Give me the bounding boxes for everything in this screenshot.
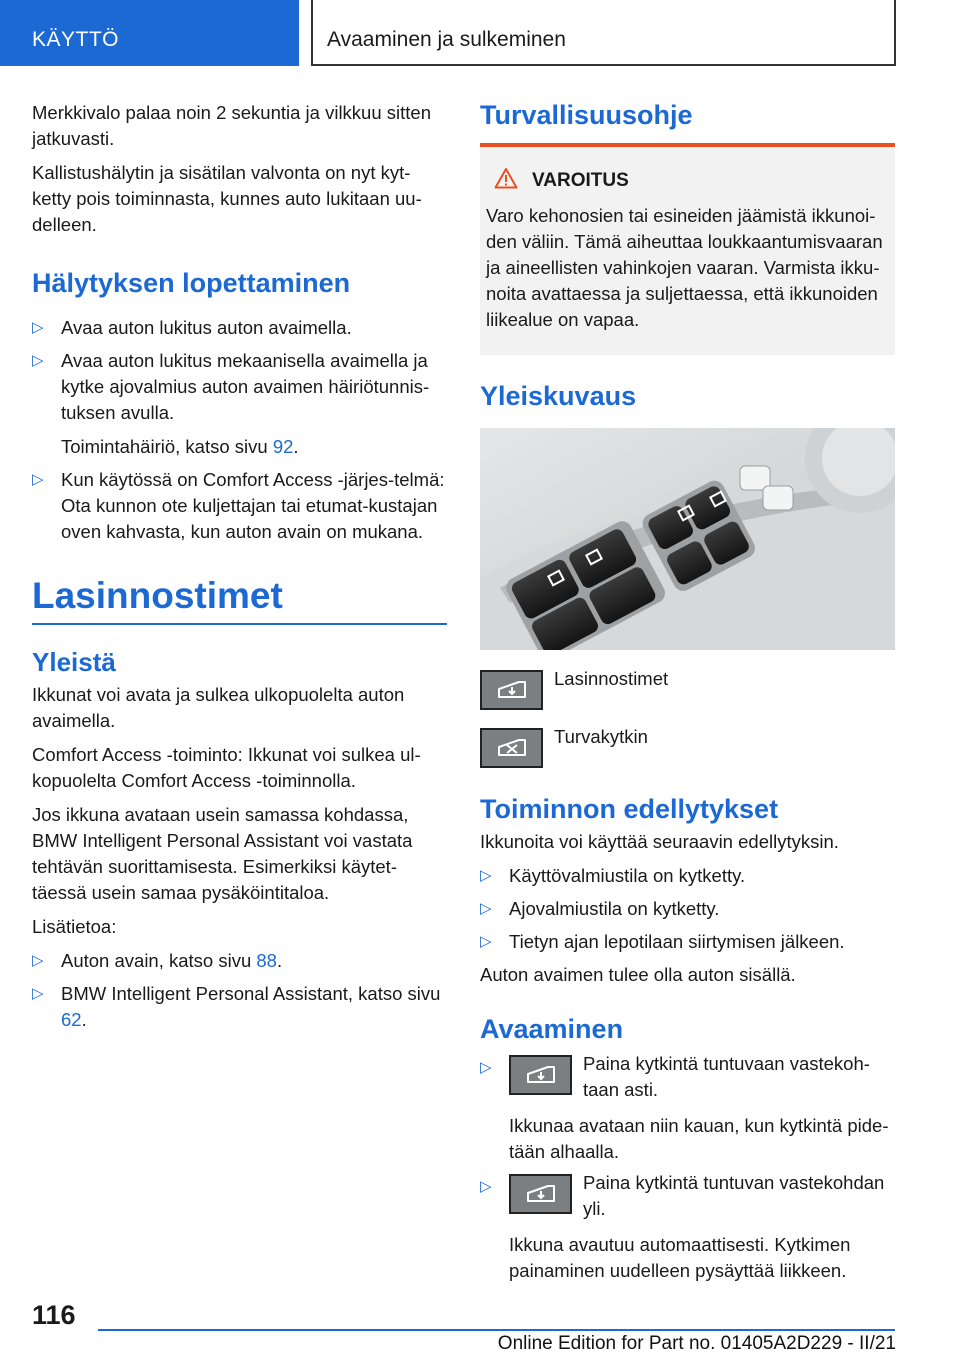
- list-item: ▷ Avaa auton lukitus auton avaimella.: [32, 315, 447, 341]
- list-item: ▷ Tietyn ajan lepotilaan siirtymisen jälkeen.: [480, 929, 895, 955]
- safety-switch-icon: [480, 728, 543, 768]
- paragraph: Kallistushälytin ja sisätilan valvonta on nyt kyt-ketty pois toiminnasta, kunnes auto lukitaan uu-delleen.: [32, 162, 422, 235]
- bullet-icon: ▷: [32, 952, 44, 969]
- list-item: ▷ Käyttövalmiustila on kytketty.: [480, 863, 895, 889]
- window-switch-icon: [480, 670, 543, 710]
- alarm-list: [32, 315, 447, 545]
- bullet-icon: ▷: [480, 1178, 492, 1195]
- heading-general: Yleistä: [32, 647, 116, 677]
- chapter-title: Avaaminen ja sulkeminen: [311, 0, 896, 66]
- section-tab: KÄYTTÖ: [0, 0, 299, 66]
- bullet-icon: ▷: [480, 867, 492, 884]
- list-item: ▷ BMW Intelligent Personal Assistant, katso sivu 62.: [32, 983, 441, 1030]
- window-switch-icon: [509, 1055, 572, 1095]
- footer-divider: [98, 1329, 895, 1331]
- page-link[interactable]: 92: [272, 436, 294, 457]
- fault-reference: Toimintahäiriö, katso sivu 92.: [61, 436, 299, 457]
- icon-row-safety: [480, 728, 895, 768]
- paragraph: Merkkivalo palaa noin 2 sekuntia ja vilkkuu sitten jatkuvasti.: [32, 102, 431, 149]
- page-header: [0, 0, 960, 66]
- heading-alarm-stop: Hälytyksen lopettaminen: [32, 268, 351, 298]
- paragraph: Comfort Access -toiminto: Ikkunat voi sulkea ul-kopuolelta Comfort Access -toiminnolla.: [32, 744, 421, 791]
- warning-label: VAROITUS: [532, 170, 629, 191]
- heading-prerequisites: Toiminnon edellytykset: [480, 794, 779, 824]
- list-item: [480, 1055, 895, 1165]
- window-switch-icon: [509, 1174, 572, 1214]
- warning-header: [486, 167, 889, 195]
- bullet-icon: ▷: [480, 900, 492, 917]
- list-item: ▷ Avaa auton lukitus mekaanisella avaimella ja kytke ajovalmius auton avaimen häiriötunnis-tuksen avulla. Toimintahäiriö, katso sivu 92.: [32, 348, 447, 460]
- bullet-icon: ▷: [32, 471, 44, 488]
- list-item: ▷ Ajovalmiustila on kytketty.: [480, 896, 895, 922]
- page-link[interactable]: 62: [61, 1009, 82, 1030]
- paragraph: Ikkunat voi avata ja sulkea ulkopuolelta auton avaimella.: [32, 684, 405, 731]
- heading-opening: Avaaminen: [480, 1014, 624, 1044]
- opening-list: [480, 1055, 895, 1284]
- paragraph: Jos ikkuna avataan usein samassa kohdassa, BMW Intelligent Personal Assistant voi vastata tehtävän suorittamisesta. Esimerkiksi käytet-täessä usein samaa pysäköintitaloa.: [32, 804, 413, 903]
- window-switches-photo: [480, 428, 895, 650]
- page-link[interactable]: 88: [256, 950, 277, 971]
- warning-box: [480, 143, 895, 355]
- heading-safety: Turvallisuusohje: [480, 100, 693, 130]
- step-text: Paina kytkintä tuntuvaan vastekoh-taan asti.: [583, 1053, 870, 1100]
- bullet-icon: ▷: [480, 1059, 492, 1076]
- bullet-icon: ▷: [32, 352, 44, 369]
- warning-text: Varo kehonosien tai esineiden jäämistä ikkunoi-den väliin. Tämä aiheuttaa loukkaantumisvaaran ja aineellisten vahinkojen vaaran. Varmista ikku-noita avattaessa ja suljettaessa, että ikkunoiden liikealue on vapaa.: [486, 205, 883, 330]
- paragraph: Auton avaimen tulee olla auton sisällä.: [480, 964, 796, 985]
- heading-windows: Lasinnostimet: [32, 575, 447, 625]
- list-item: ▷ Auton avain, katso sivu 88.: [32, 948, 447, 974]
- step-text: Paina kytkintä tuntuvan vastekohdan yli.: [583, 1172, 885, 1219]
- icon-label: Turvakytkin: [554, 726, 648, 747]
- bullet-icon: ▷: [480, 933, 492, 950]
- page-number: 116: [32, 1300, 76, 1330]
- list-item: [480, 1174, 895, 1284]
- edition-note: Online Edition for Part no. 01405A2D229 - II/21: [497, 1333, 896, 1354]
- warning-triangle-icon: [486, 167, 532, 195]
- step-note: Ikkunaa avataan niin kauan, kun kytkintä pide-tään alhaalla.: [509, 1115, 889, 1162]
- right-column: [480, 100, 895, 1291]
- icon-label: Lasinnostimet: [554, 668, 669, 689]
- step-note: Ikkuna avautuu automaattisesti. Kytkimen painaminen uudelleen pysäyttää liikkeen.: [509, 1234, 851, 1281]
- list-item: ▷ Kun käytössä on Comfort Access -järjes-telmä: Ota kunnon ote kuljettajan tai etumat-kustajan oven kahvasta, kun auton avain on mukana.: [32, 469, 445, 542]
- paragraph: Lisätietoa:: [32, 916, 117, 937]
- paragraph: Ikkunoita voi käyttää seuraavin edellytyksin.: [480, 831, 839, 852]
- left-column: [32, 100, 447, 1040]
- heading-overview: Yleiskuvaus: [480, 381, 637, 411]
- bullet-icon: ▷: [32, 319, 44, 336]
- bullet-icon: ▷: [32, 985, 44, 1002]
- prerequisite-list: [480, 863, 895, 955]
- icon-row-windows: [480, 670, 895, 710]
- reference-list: [32, 948, 447, 1033]
